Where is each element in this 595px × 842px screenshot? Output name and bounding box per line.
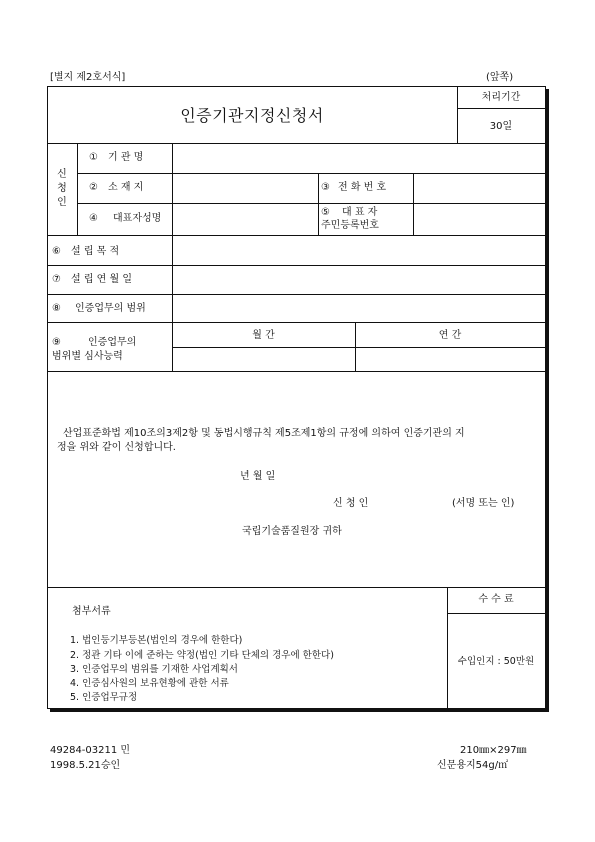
establishment-date-label: 설 립 연 월 일 bbox=[71, 274, 133, 285]
statement-line-1: 산업표준화법 제10조의3제2항 및 동법시행규칙 제5조제1항의 규정에 의하여 인증기관의 지 bbox=[63, 428, 465, 439]
fee-label: 수 수 료 bbox=[478, 594, 514, 605]
phone-input[interactable] bbox=[414, 174, 544, 202]
approval-date: 1998.5.21승인 bbox=[50, 760, 121, 771]
divider bbox=[457, 108, 545, 109]
paper-size: 210㎜×297㎜ bbox=[460, 745, 527, 756]
yearly-capacity-input[interactable] bbox=[356, 348, 544, 370]
review-capacity-label-2: 범위별 심사능력 bbox=[52, 351, 123, 362]
attachment-item: 4. 인증심사원의 보유현황에 관한 서류 bbox=[70, 678, 229, 689]
applicant-group-label-3: 인 bbox=[57, 197, 67, 208]
statement-line-2: 정을 위와 같이 신청합니다. bbox=[57, 442, 176, 453]
divider bbox=[77, 143, 78, 235]
institution-name-label: 기 관 명 bbox=[108, 152, 144, 163]
representative-name-label: 대표자성명 bbox=[113, 213, 162, 224]
application-date: 년 월 일 bbox=[240, 471, 276, 482]
divider bbox=[447, 613, 545, 614]
monthly-capacity-input[interactable] bbox=[173, 348, 354, 370]
divider bbox=[47, 371, 545, 372]
yearly-column-header: 연 간 bbox=[438, 330, 462, 341]
form-reference: [별지 제2호서식] bbox=[50, 72, 126, 83]
establishment-date-input[interactable] bbox=[173, 266, 544, 294]
addressee: 국립기술품질원장 귀하 bbox=[242, 526, 342, 537]
field-6-number: ⑥ bbox=[52, 246, 61, 257]
paper-spec: 신문용지54g/㎡ bbox=[437, 760, 509, 771]
divider bbox=[47, 322, 545, 323]
field-1-number: ① bbox=[89, 152, 98, 163]
attachment-item: 5. 인증업무규정 bbox=[70, 692, 138, 703]
attachments-heading: 첨부서류 bbox=[72, 606, 111, 617]
address-input[interactable] bbox=[173, 174, 317, 202]
review-capacity-label-1: 인증업무의 bbox=[88, 337, 137, 348]
certification-scope-input[interactable] bbox=[173, 295, 544, 322]
fee-value: 수입인지 : 50만원 bbox=[457, 656, 535, 667]
purpose-input[interactable] bbox=[173, 236, 544, 264]
resident-number-input[interactable] bbox=[414, 204, 544, 234]
signature-note: (서명 또는 인) bbox=[452, 498, 515, 509]
processing-period-label: 처리기간 bbox=[481, 92, 521, 103]
field-3-number: ③ bbox=[321, 182, 330, 193]
resident-number-label: 주민등록번호 bbox=[321, 220, 379, 231]
monthly-column-header: 월 간 bbox=[252, 330, 275, 341]
field-5-number: ⑤ bbox=[321, 207, 330, 218]
purpose-label: 설 립 목 적 bbox=[71, 246, 120, 257]
phone-label: 전 화 번 호 bbox=[338, 182, 387, 193]
address-label: 소 재 지 bbox=[108, 182, 144, 193]
field-7-number: ⑦ bbox=[52, 274, 61, 285]
certification-scope-label: 인증업무의 범위 bbox=[75, 303, 146, 314]
processing-period-value: 30일 bbox=[489, 121, 513, 132]
representative-label: 대 표 자 bbox=[342, 207, 378, 218]
page-side-label: (앞쪽) bbox=[486, 72, 514, 83]
applicant-signature-label: 신 청 인 bbox=[333, 498, 369, 509]
field-4-number: ④ bbox=[89, 213, 98, 224]
divider bbox=[318, 173, 319, 235]
field-2-number: ② bbox=[89, 182, 98, 193]
form-title: 인증기관지정신청서 bbox=[180, 106, 324, 125]
institution-name-input[interactable] bbox=[173, 144, 544, 172]
attachment-item: 3. 인증업무의 범위를 기재한 사업계획서 bbox=[70, 664, 238, 675]
attachment-item: 1. 법인등기부등본(법인의 경우에 한한다) bbox=[70, 635, 243, 646]
representative-name-input[interactable] bbox=[173, 204, 317, 234]
field-8-number: ⑧ bbox=[52, 303, 61, 314]
applicant-group-label-1: 신 bbox=[57, 169, 67, 180]
field-9-number: ⑨ bbox=[52, 337, 61, 348]
form-code: 49284-03211 민 bbox=[50, 745, 131, 756]
divider bbox=[47, 587, 545, 588]
applicant-group-label-2: 청 bbox=[57, 183, 67, 194]
attachment-item: 2. 정관 기타 이에 준하는 약정(법인 기타 단체의 경우에 한한다) bbox=[70, 650, 334, 661]
